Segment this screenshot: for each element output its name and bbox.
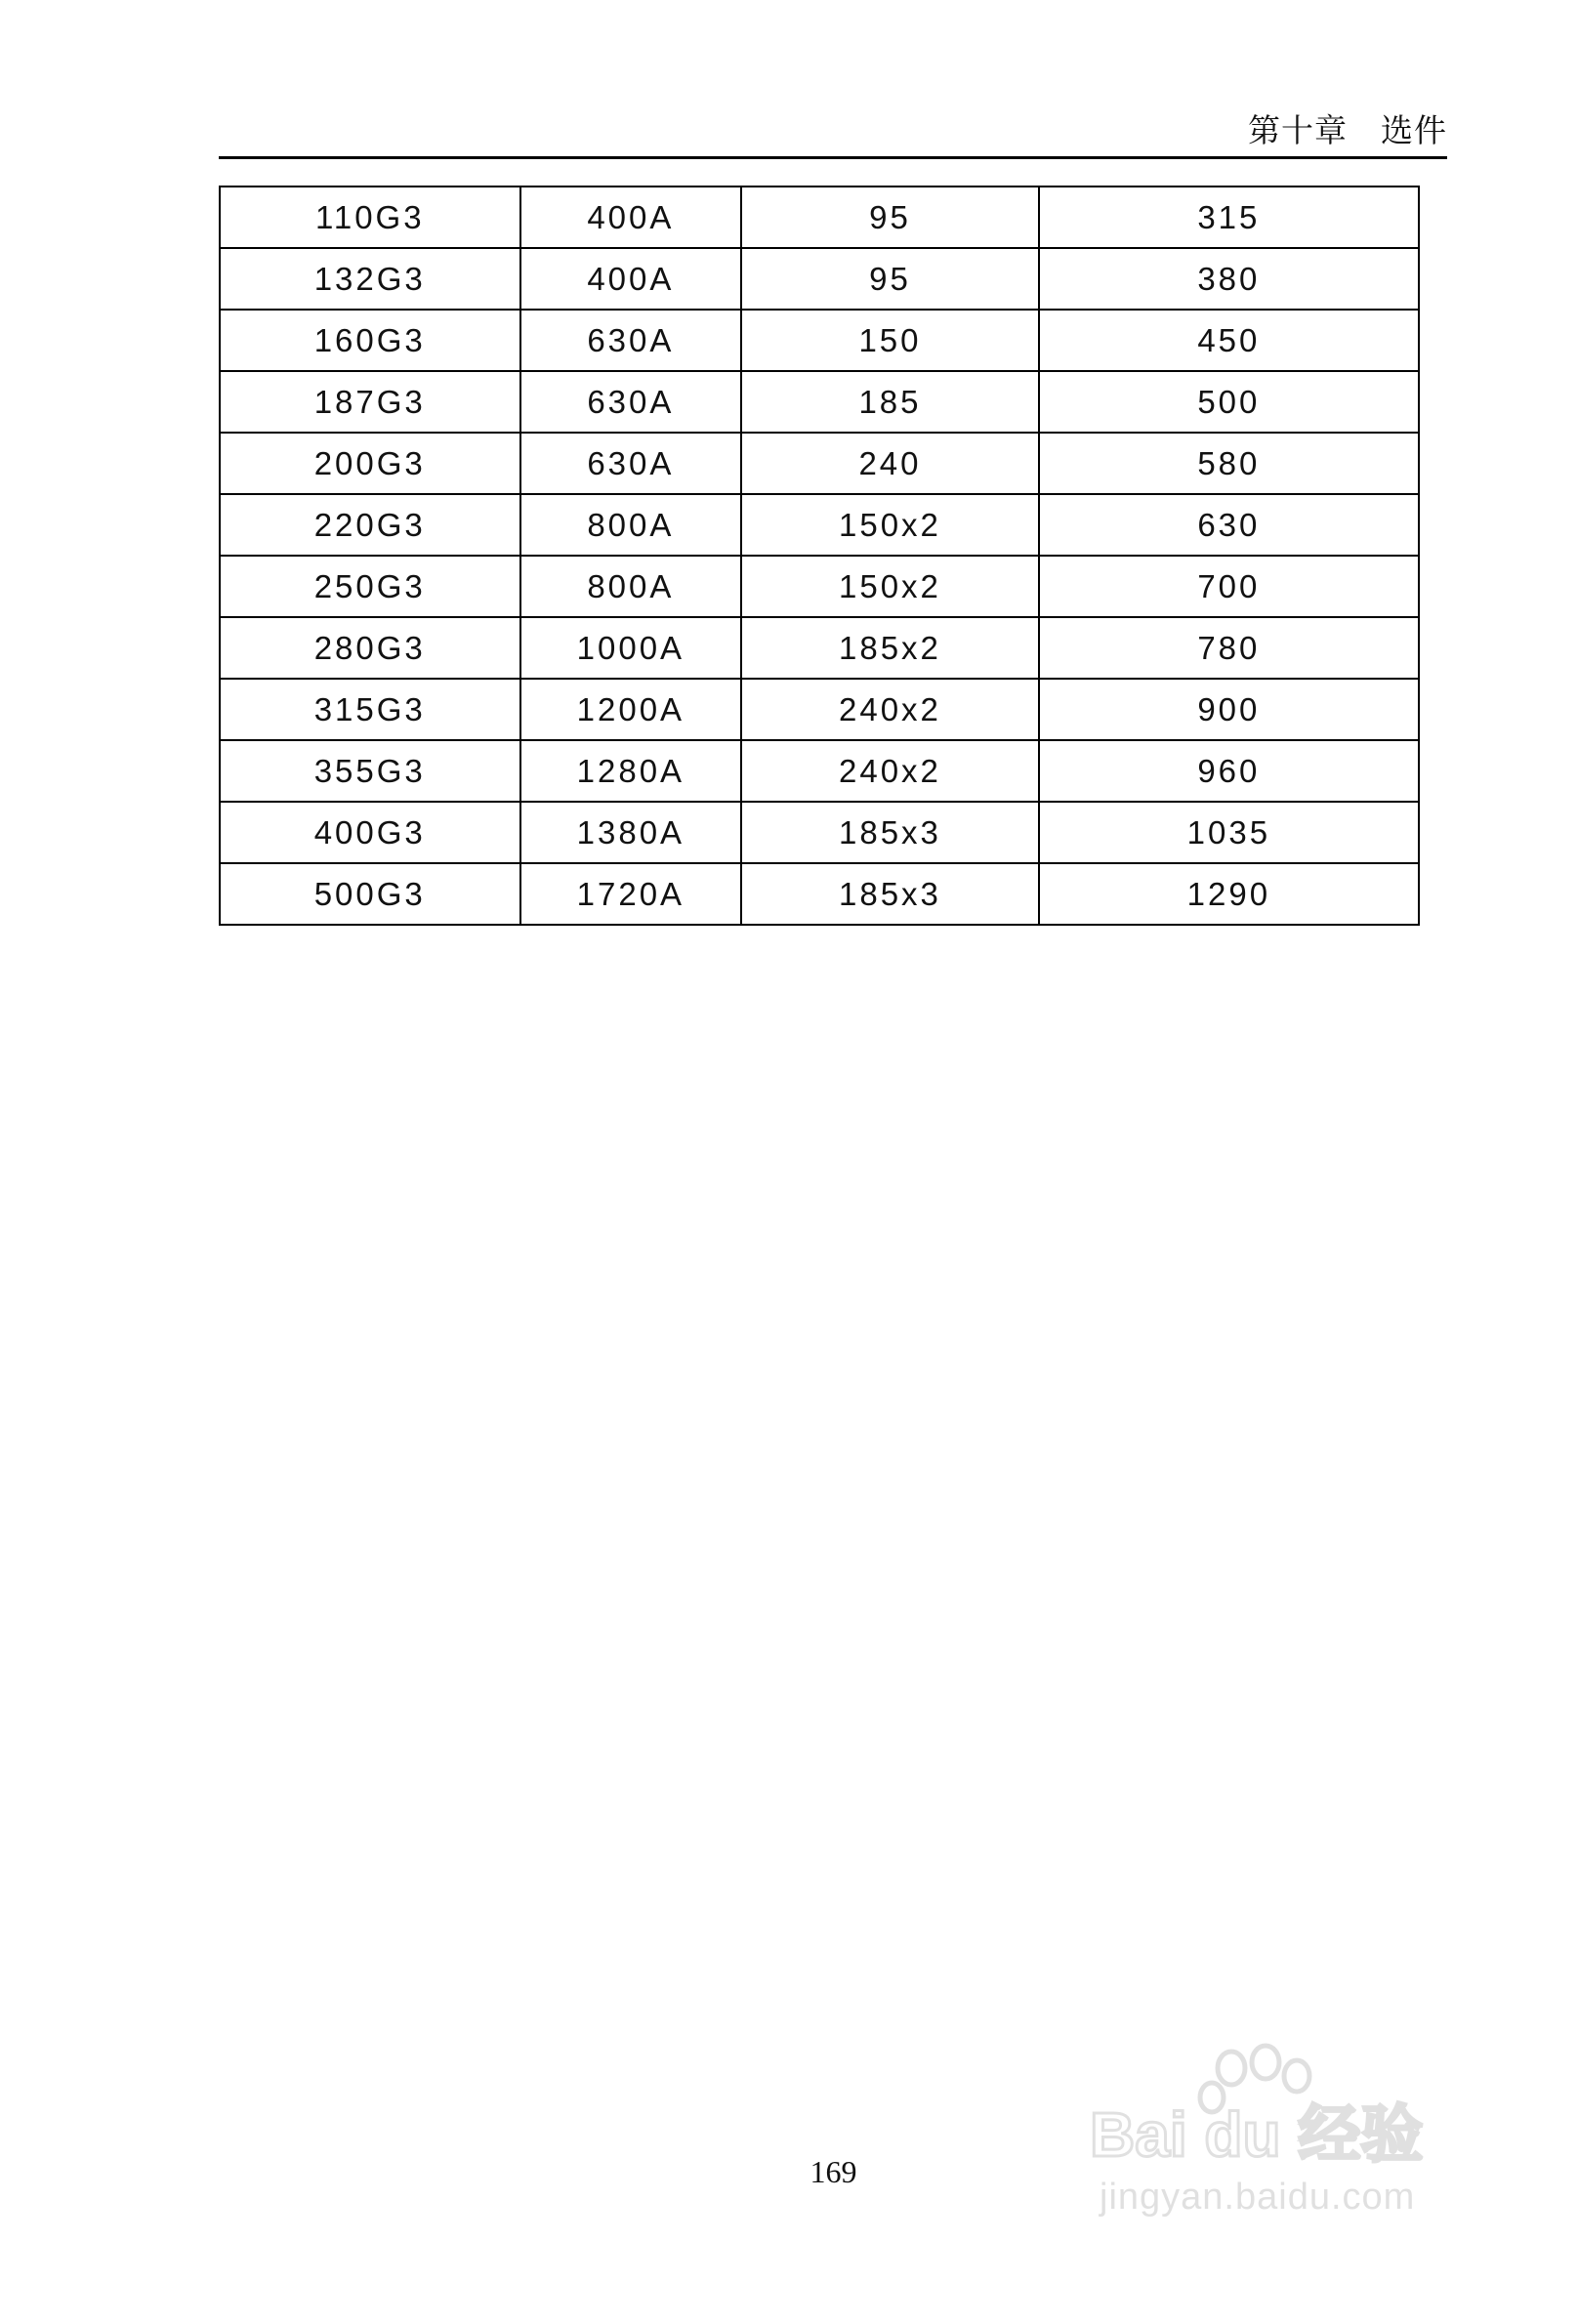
table-cell: 400A bbox=[520, 187, 742, 248]
table-cell: 185x3 bbox=[741, 863, 1039, 925]
baidu-jingyan-watermark bbox=[1070, 2041, 1461, 2226]
table-row bbox=[220, 740, 1419, 802]
table-row bbox=[220, 679, 1419, 740]
table-cell: 1380A bbox=[520, 802, 742, 863]
table-row bbox=[220, 371, 1419, 433]
table-row bbox=[220, 433, 1419, 494]
table-cell: 132G3 bbox=[220, 248, 520, 310]
table-cell: 1000A bbox=[520, 617, 742, 679]
table-cell: 450 bbox=[1039, 310, 1419, 371]
table-cell: 150x2 bbox=[741, 494, 1039, 556]
table-cell: 1035 bbox=[1039, 802, 1419, 863]
table-row bbox=[220, 617, 1419, 679]
table-cell: 150 bbox=[741, 310, 1039, 371]
table-cell: 960 bbox=[1039, 740, 1419, 802]
table-cell: 1200A bbox=[520, 679, 742, 740]
table-cell: 240 bbox=[741, 433, 1039, 494]
table-cell: 185x3 bbox=[741, 802, 1039, 863]
table-cell: 240x2 bbox=[741, 740, 1039, 802]
table-cell: 355G3 bbox=[220, 740, 520, 802]
table-cell: 1720A bbox=[520, 863, 742, 925]
table-cell: 380 bbox=[1039, 248, 1419, 310]
table-cell: 315G3 bbox=[220, 679, 520, 740]
table-cell: 220G3 bbox=[220, 494, 520, 556]
table-cell: 400G3 bbox=[220, 802, 520, 863]
table-cell: 500 bbox=[1039, 371, 1419, 433]
table-cell: 900 bbox=[1039, 679, 1419, 740]
table-cell: 150x2 bbox=[741, 556, 1039, 617]
table-cell: 315 bbox=[1039, 187, 1419, 248]
table-cell: 800A bbox=[520, 556, 742, 617]
table-cell: 250G3 bbox=[220, 556, 520, 617]
table-cell: 630A bbox=[520, 310, 742, 371]
table-cell: 800A bbox=[520, 494, 742, 556]
table-row bbox=[220, 494, 1419, 556]
table-row bbox=[220, 187, 1419, 248]
table-row bbox=[220, 802, 1419, 863]
header-divider bbox=[219, 156, 1447, 159]
table-cell: 160G3 bbox=[220, 310, 520, 371]
chapter-title: 第十章 选件 bbox=[1248, 111, 1447, 149]
table-cell: 240x2 bbox=[741, 679, 1039, 740]
table-cell: 185 bbox=[741, 371, 1039, 433]
watermark-url: jingyan.baidu.com bbox=[1100, 2177, 1416, 2218]
table-cell: 630A bbox=[520, 371, 742, 433]
spec-table bbox=[219, 186, 1420, 926]
table-row bbox=[220, 310, 1419, 371]
table-cell: 185x2 bbox=[741, 617, 1039, 679]
table-cell: 95 bbox=[741, 248, 1039, 310]
table-cell: 400A bbox=[520, 248, 742, 310]
table-cell: 1280A bbox=[520, 740, 742, 802]
page-number: 169 bbox=[810, 2154, 857, 2189]
table-cell: 780 bbox=[1039, 617, 1419, 679]
table-cell: 200G3 bbox=[220, 433, 520, 494]
table-cell: 580 bbox=[1039, 433, 1419, 494]
table-cell: 187G3 bbox=[220, 371, 520, 433]
table-cell: 95 bbox=[741, 187, 1039, 248]
table-cell: 280G3 bbox=[220, 617, 520, 679]
table-cell: 630 bbox=[1039, 494, 1419, 556]
table-cell: 1290 bbox=[1039, 863, 1419, 925]
table-cell: 630A bbox=[520, 433, 742, 494]
table-cell: 500G3 bbox=[220, 863, 520, 925]
table-cell: 700 bbox=[1039, 556, 1419, 617]
table-row bbox=[220, 863, 1419, 925]
table-cell: 110G3 bbox=[220, 187, 520, 248]
table-row bbox=[220, 556, 1419, 617]
watermark-brand: Bai du 经验 bbox=[1090, 2099, 1424, 2170]
table-row bbox=[220, 248, 1419, 310]
